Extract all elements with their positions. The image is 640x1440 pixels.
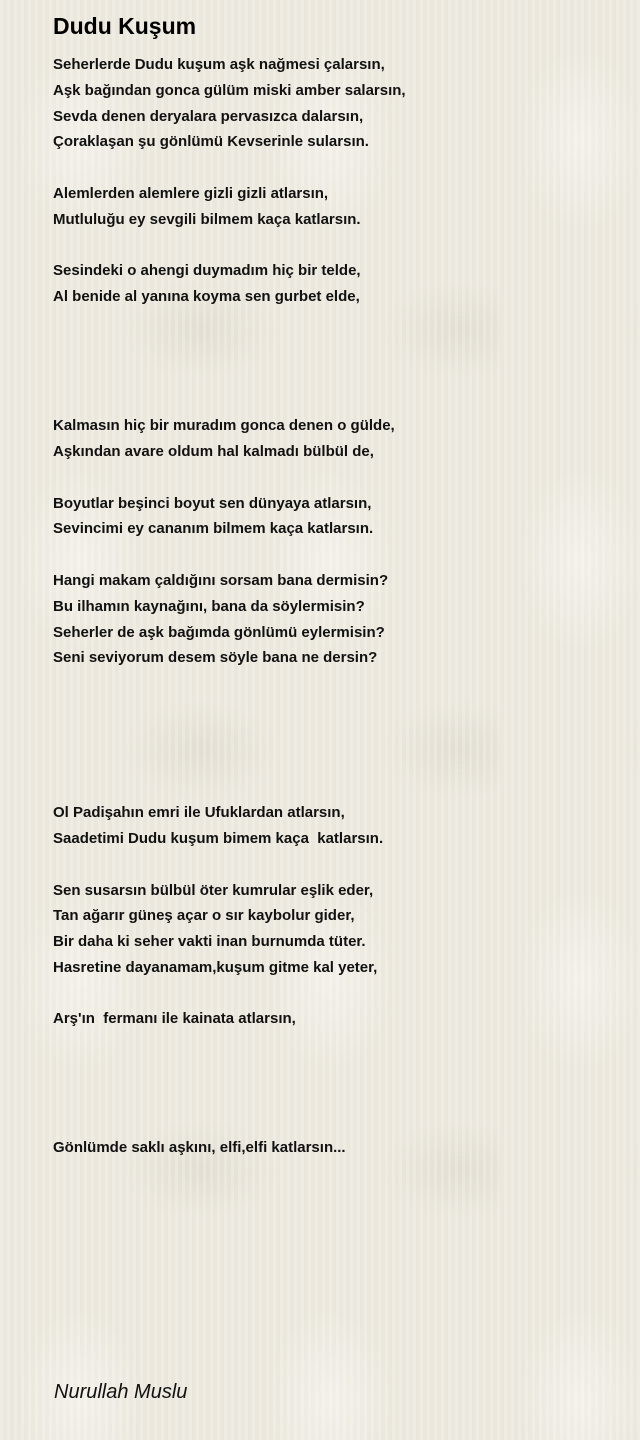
- poem-line: [53, 749, 613, 775]
- poem-line: Bu ilhamın kaynağını, bana da söylermisin?: [53, 597, 365, 615]
- poem-line: Mutluluğu ey sevgili bilmem kaça katlarsın.: [53, 210, 361, 228]
- poem-line: Arş'ın fermanı ile kainata atlarsın,: [53, 1010, 296, 1028]
- poem-line: Boyutlar beşinci boyut sen dünyaya atlarsın,: [53, 494, 372, 512]
- poem-line: Sevda denen deryalara pervasızca dalarsın,: [53, 107, 364, 125]
- poem-line: Sevincimi ey cananım bilmem kaça katlarsın.: [53, 520, 374, 538]
- poem-line: [53, 155, 613, 181]
- poem-line: [53, 774, 613, 800]
- poem-line: Hangi makam çaldığını sorsam bana dermisin?: [53, 571, 389, 589]
- poem-line: Sesindeki o ahengi duymadım hiç bir telde,: [53, 262, 361, 280]
- poem-line: Al benide al yanına koyma sen gurbet elde,: [53, 288, 360, 306]
- poem-body: [53, 52, 613, 1161]
- poem-line: [53, 233, 613, 259]
- poem-line: [53, 671, 613, 697]
- poem-line: Saadetimi Dudu kuşum bimem kaça katlarsın.: [53, 829, 384, 847]
- poem-line: [53, 1084, 613, 1110]
- poem-line: Sen susarsın bülbül öter kumrular eşlik eder,: [53, 881, 374, 899]
- poem-line: Seni seviyorum desem söyle bana ne dersin?: [53, 649, 378, 667]
- poem-line: Kalmasın hiç bir muradım gonca denen o gülde,: [53, 417, 395, 435]
- poem-line: Gönlümde saklı aşkını, elfi,elfi katlarsın...: [53, 1139, 346, 1157]
- poem-title: Dudu Kuşum: [53, 13, 197, 39]
- poem-line: Hasretine dayanamam,kuşum gitme kal yeter,: [53, 958, 378, 976]
- poem-line: [53, 697, 613, 723]
- poem-line: [53, 981, 613, 1007]
- poem-line: Ol Padişahın emri ile Ufuklardan atlarsın,: [53, 804, 345, 822]
- poem-line: Tan ağarır güneş açar o sır kaybolur gider,: [53, 907, 355, 925]
- poem-line: [53, 465, 613, 491]
- poem-line: Seherler de aşk bağımda gönlümü eylermisin?: [53, 623, 385, 641]
- poem-line: [53, 1110, 613, 1136]
- poem-line: [53, 542, 613, 568]
- poem-line: Seherlerde Dudu kuşum aşk nağmesi çalarsın,: [53, 56, 385, 73]
- poem-line: Bir daha ki seher vakti inan burnumda tüter.: [53, 933, 366, 951]
- poem-line: [53, 1032, 613, 1058]
- poem-line: [53, 387, 613, 413]
- poem-author: Nurullah Muslu: [54, 1381, 188, 1403]
- poem-line: Aşkından avare oldum hal kalmadı bülbül de,: [53, 442, 374, 460]
- poem-line: Çoraklaşan şu gönlümü Kevserinle sularsın.: [53, 133, 369, 151]
- poem-line: [53, 362, 613, 388]
- poem-line: Alemlerden alemlere gizli gizli atlarsın,: [53, 184, 329, 202]
- poem-line: [53, 310, 613, 336]
- poem-line: Aşk bağından gonca gülüm miski amber salarsın,: [53, 81, 406, 99]
- poem-line: [53, 852, 613, 878]
- poem-line: [53, 1058, 613, 1084]
- poem-line: [53, 723, 613, 749]
- poem-line: [53, 336, 613, 362]
